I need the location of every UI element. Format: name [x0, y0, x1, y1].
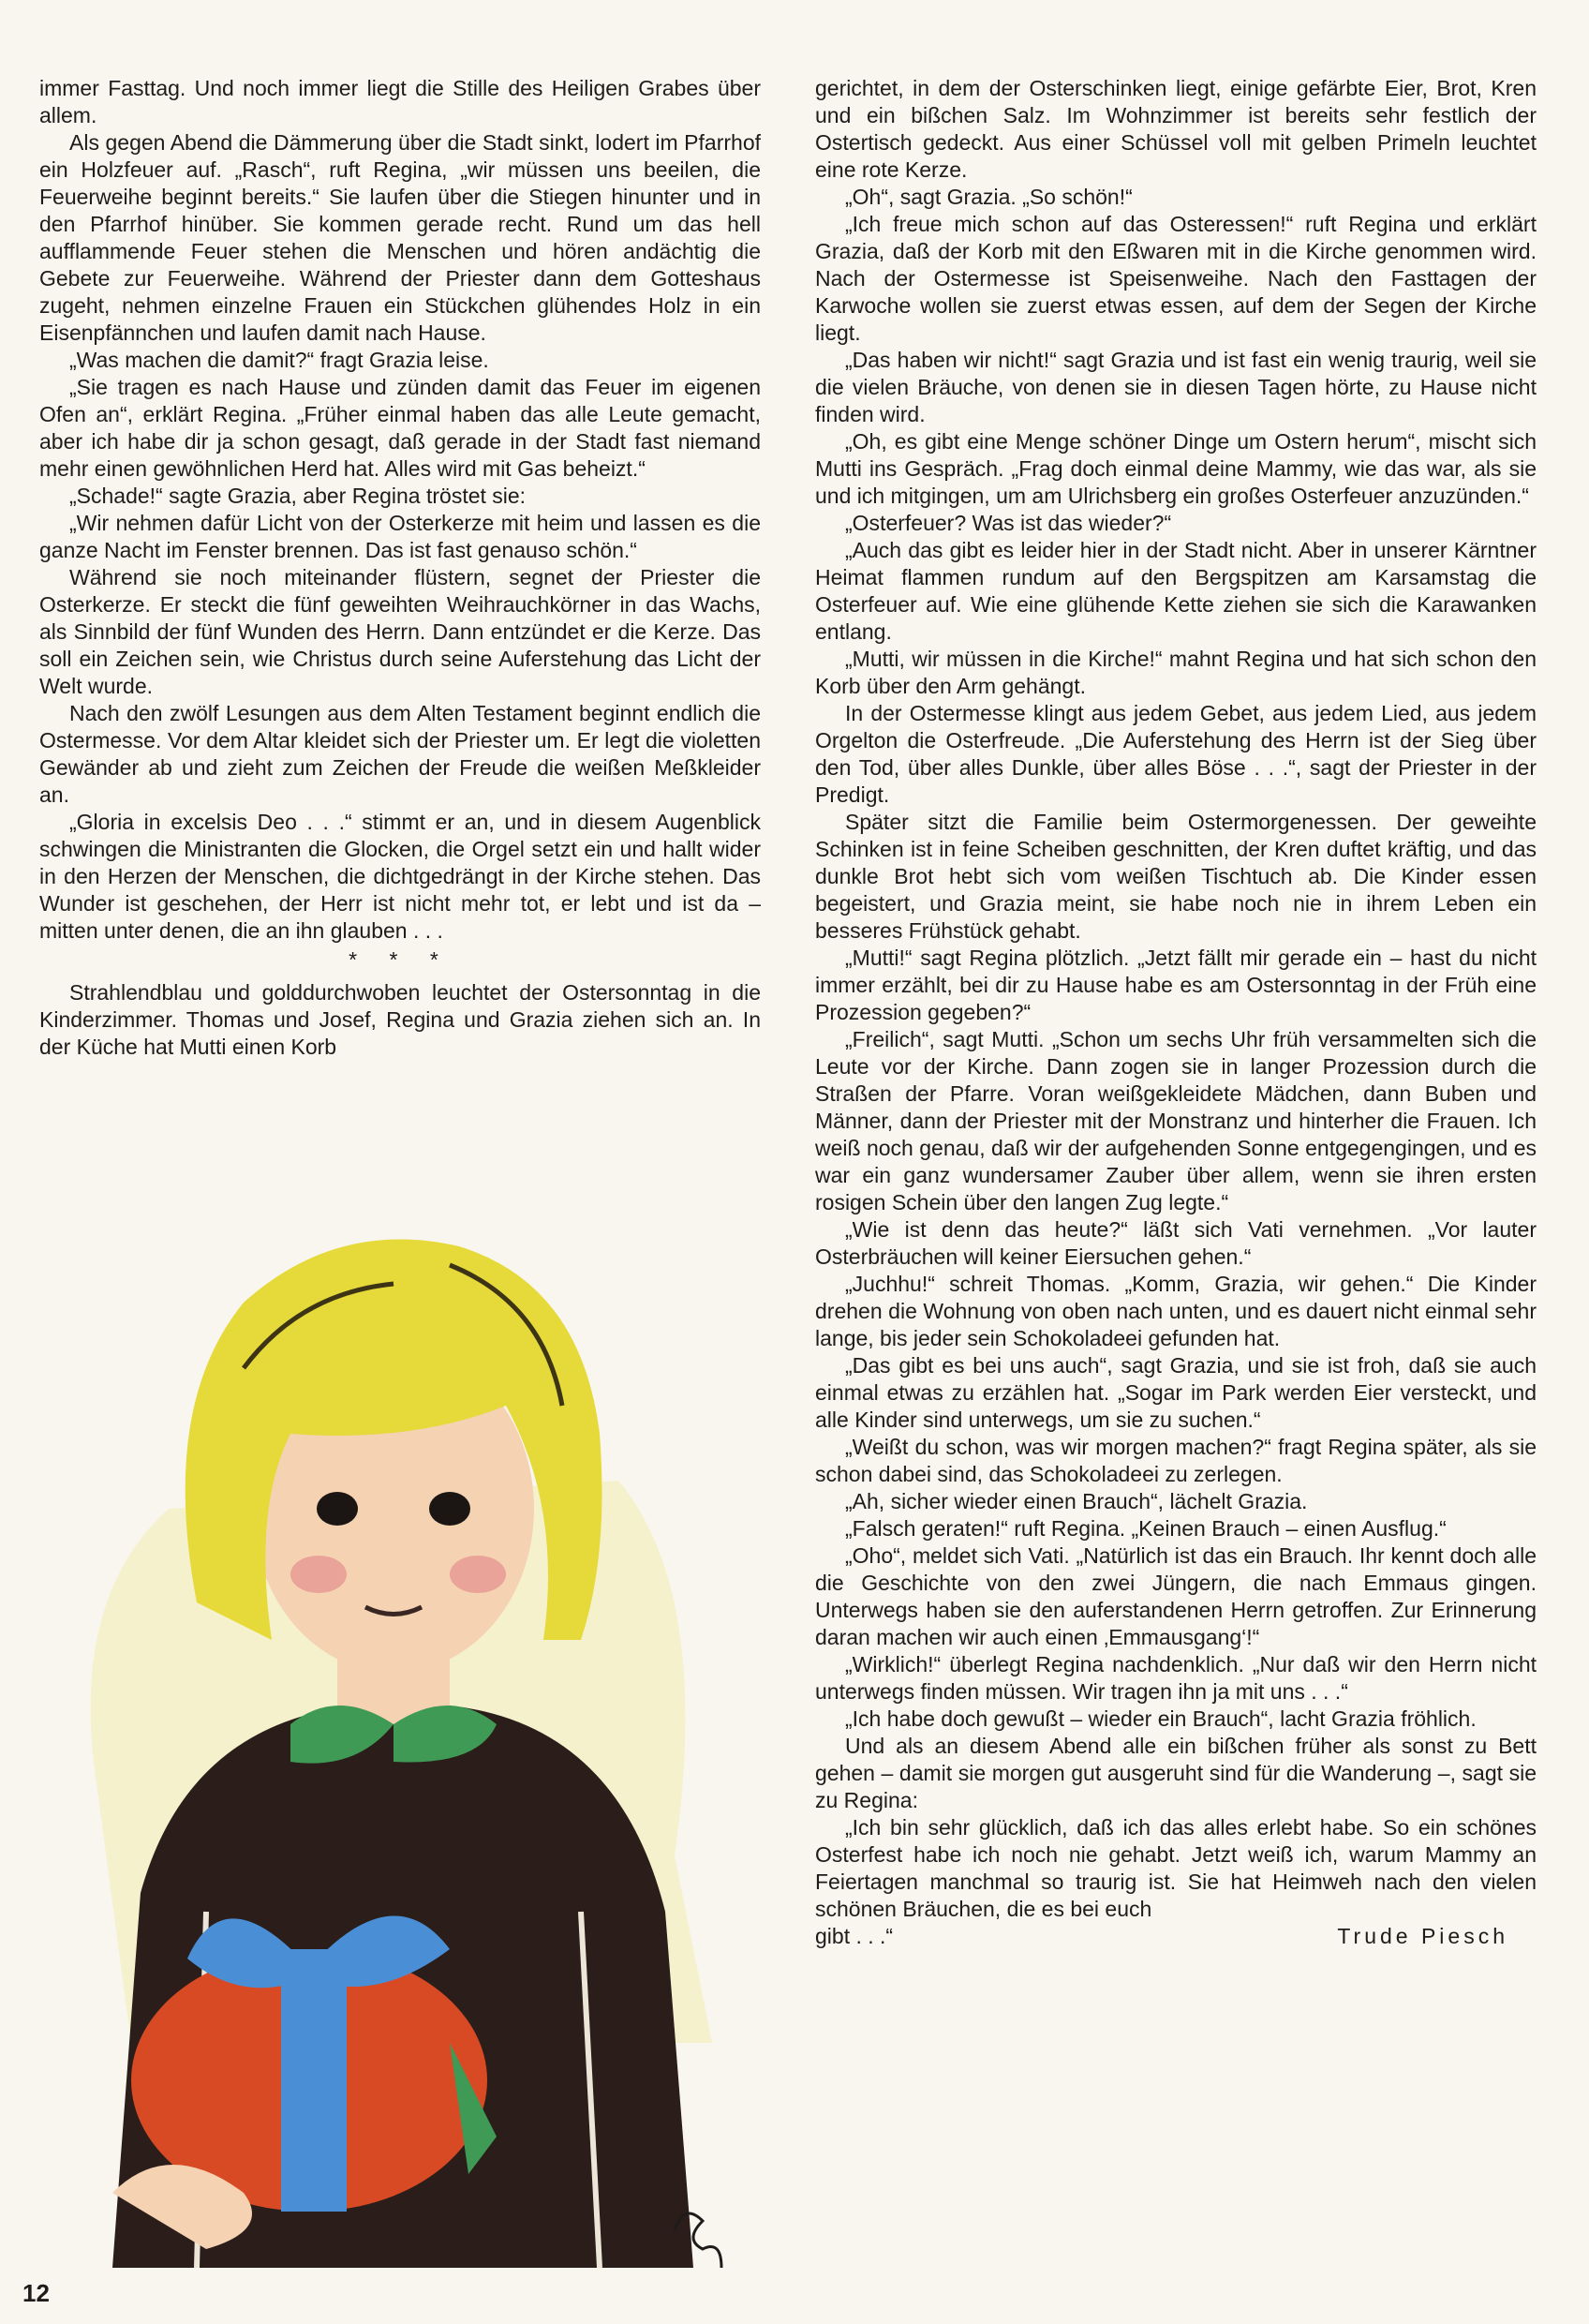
paragraph: Als gegen Abend die Dämmerung über die Stadt sinkt, lodert im Pfarrhof ein Holzfeuer auf. „Rasch“, ruft Regina, „wir müssen uns beeilen, die Feuerweihe beginnt bereits.“ Sie laufen über die Stiegen hinunter und in den Pfarrhof hinüber. Sie kommen gerade recht. Rund um das hell aufflammende Feuer stehen die Menschen und hören andächtig die Gebete zur Feuerweihe. Während der Priester dann dem Gotteshaus zugeht, nehmen einzelne Frauen ein Stückchen glühendes Holz in ein Eisenpfännchen und laufen damit nach Hause.	[39, 130, 761, 345]
paragraph: „Oh“, sagt Grazia. „So schön!“	[845, 185, 1133, 209]
paragraph: gerichtet, in dem der Osterschinken liegt, einige gefärbte Eier, Brot, Kren und ein bißchen Salz. Im Wohnzimmer ist bereits sehr festlich der Ostertisch gedeckt. Aus einer Schüssel voll mit gelben Primeln leuchtet eine rote Kerze.	[815, 76, 1537, 182]
paragraph: „Mutti, wir müssen in die Kirche!“ mahnt Regina und hat sich schon den Korb über den Arm gehängt.	[815, 647, 1537, 698]
paragraph: Während sie noch miteinander flüstern, segnet der Priester die Osterkerze. Er steckt die fünf geweihten Weihrauchkörner in das Wachs, als Sinnbild der fünf Wunden des Herrn. Dann entzündet er die Kerze. Das soll ein Zeichen sein, wie Christus durch seine Auferstehung das Licht der Welt wurde.	[39, 565, 761, 698]
paragraph: „Falsch geraten!“ ruft Regina. „Keinen Brauch – einen Ausflug.“	[845, 1516, 1447, 1541]
paragraph: Und als an diesem Abend alle ein bißchen früher als sonst zu Bett gehen – damit sie morgen gut ausgeruht sind für die Wanderung –, sagt sie zu Regina:	[815, 1734, 1537, 1812]
paragraph: „Das haben wir nicht!“ sagt Grazia und ist fast ein wenig traurig, weil sie die vielen Bräuche, von denen sie in diesen Tagen hörte, zu Hause nicht finden wird.	[815, 348, 1537, 426]
page-number: 12	[22, 2279, 50, 2307]
author-name: Trude Piesch	[1337, 1924, 1508, 1948]
paragraph: „Ich bin sehr glücklich, daß ich das alles erlebt habe. So ein schönes Osterfest habe ich noch nie gehabt. Jetzt weiß ich, warum Mammy an Feiertagen manchmal so traurig ist. Sie hat Heimweh nach den vielen schönen Bräuchen, die es bei euch	[815, 1815, 1537, 1921]
paragraph: Strahlendblau und golddurchwoben leuchtet der Ostersonntag in die Kinderzimmer. Thomas und Josef, Regina und Grazia ziehen sich an. In der Küche hat Mutti einen Korb	[39, 980, 761, 1059]
paragraph: „Juchhu!“ schreit Thomas. „Komm, Grazia, wir gehen.“ Die Kinder drehen die Wohnung von oben nach unten, und es dauert nicht einmal sehr lange, bis jeder sein Schokoladeei gefunden hat.	[815, 1272, 1537, 1350]
paragraph: Nach den zwölf Lesungen aus dem Alten Testament beginnt endlich die Ostermesse. Vor dem Altar kleidet sich der Priester um. Er legt die violetten Gewänder ab und zieht zum Zeichen der Freude die weißen Meßkleider an.	[39, 701, 761, 807]
paragraph: „Auch das gibt es leider hier in der Stadt nicht. Aber in unserer Kärntner Heimat flammen rundum auf den Bergspitzen am Karsamstag die Osterfeuer auf. Wie eine glühende Kette ziehen sie sich die Karawanken entlang.	[815, 538, 1537, 644]
paragraph: „Schade!“ sagte Grazia, aber Regina tröstet sie:	[69, 484, 527, 508]
paragraph: „Oho“, meldet sich Vati. „Natürlich ist das ein Brauch. Ihr kennt doch alle die Geschichte von den zwei Jüngern, die nach Emmaus gingen. Unterwegs haben sie den auferstandenen Herrn getroffen. Zur Erinnerung daran machen wir auch einen ‚Emmausgang‘!“	[815, 1543, 1537, 1649]
paragraph: „Wie ist denn das heute?“ läßt sich Vati vernehmen. „Vor lauter Osterbräuchen will keiner Eiersuchen gehen.“	[815, 1217, 1537, 1269]
paragraph: „Ah, sicher wieder einen Brauch“, lächelt Grazia.	[845, 1489, 1308, 1513]
right-column	[815, 75, 1537, 1950]
paragraph: immer Fasttag. Und noch immer liegt die Stille des Heiligen Grabes über allem.	[39, 76, 761, 127]
paragraph: „Osterfeuer? Was ist das wieder?“	[845, 511, 1172, 535]
paragraph: „Wir nehmen dafür Licht von der Osterkerze mit heim und lassen es die ganze Nacht im Fenster brennen. Das ist fast genauso schön.“	[39, 511, 761, 562]
left-column	[39, 75, 761, 1061]
paragraph: „Sie tragen es nach Hause und zünden damit das Feuer im eigenen Ofen an“, erklärt Regina. „Früher einmal haben das alle Leute gemacht, aber ich habe dir ja schon gesagt, daß gerade in der Stadt fast niemand mehr einen gewöhnlichen Herd hat. Alles wird mit Gas beheizt.“	[39, 375, 761, 481]
paragraph: Später sitzt die Familie beim Ostermorgenessen. Der geweihte Schinken ist in feine Scheiben geschnitten, der Kren duftet kräftig, und das dunkle Brot hebt sich vom weißen Tischtuch ab. Die Kinder essen begeistert, und Grazia meint, sie habe noch nie in ihrem Leben ein besseres Frühstück gehabt.	[815, 810, 1537, 943]
paragraph: „Gloria in excelsis Deo . . .“ stimmt er an, und in diesem Augenblick schwingen die Ministranten die Glocken, die Orgel setzt ein und hallt wider in den Herzen der Menschen, die dichtgedrängt in der Kirche stehen. Das Wunder ist geschehen, der Herr ist nicht mehr tot, er lebt und ist da – mitten unter denen, die an ihn glauben . . .	[39, 810, 761, 943]
section-divider-stars: * * *	[349, 947, 452, 972]
closing-text: gibt . . .“	[815, 1924, 894, 1948]
paragraph: „Oh, es gibt eine Menge schöner Dinge um Ostern herum“, mischt sich Mutti ins Gespräch. „Frag doch einmal deine Mammy, wie das war, als sie und ich mitgingen, um am Ulrichsberg ein großes Osterfeuer anzuzünden.“	[815, 429, 1537, 508]
paragraph: „Ich freue mich schon auf das Osteressen!“ ruft Regina und erklärt Grazia, daß der Korb mit den Eßwaren mit in die Kirche genommen wird. Nach der Ostermesse ist Speisenweihe. Nach den Fasttagen der Karwoche wollen sie zuerst etwas essen, auf dem der Segen der Kirche liegt.	[815, 212, 1537, 345]
closing-line	[815, 1923, 1537, 1950]
paragraph: „Mutti!“ sagt Regina plötzlich. „Jetzt fällt mir gerade ein – hast du nicht immer erzählt, bei dir zu Hause habe es am Ostersonntag in der Früh eine Prozession gegeben?“	[815, 946, 1537, 1024]
paragraph: In der Ostermesse klingt aus jedem Gebet, aus jedem Lied, aus jedem Orgelton die Osterfreude. „Die Auferstehung des Herrn ist der Sieg über den Tod, über alles Dunkle, über alles Böse . . .“, sagt der Priester in der Predigt.	[815, 701, 1537, 807]
paragraph: „Freilich“, sagt Mutti. „Schon um sechs Uhr früh versammelten sich die Leute vor der Kirche. Dann zogen sie in langer Prozession durch die Straßen der Pfarre. Voran weißgekleidete Mädchen, dann Buben und Männer, dann der Priester mit der Monstranz und hinterher die Frauen. Ich weiß noch genau, daß wir der aufgehenden Sonne entgegengingen, und es war ein ganz wundersamer Zauber über allem, wenn sie ihren ersten rosigen Schein über den langen Zug legte.“	[815, 1027, 1537, 1214]
paragraph: „Wirklich!“ überlegt Regina nachdenklich. „Nur daß wir den Herrn nicht unterwegs finden müssen. Wir tragen ihn ja mit uns . . .“	[815, 1652, 1537, 1704]
paragraph: „Weißt du schon, was wir morgen machen?“ fragt Regina später, als sie schon dabei sind, das Schokoladeei zu zerlegen.	[815, 1435, 1537, 1486]
paragraph: „Ich habe doch gewußt – wieder ein Brauch“, lacht Grazia fröhlich.	[845, 1706, 1477, 1731]
girl-with-easter-gift-icon	[56, 1199, 768, 2287]
paragraph: „Das gibt es bei uns auch“, sagt Grazia, und sie ist froh, daß sie auch einmal etwas zu erzählen hat. „Sogar im Park werden Eier versteckt, und alle Kinder sind unterwegs, um sie zu suchen.“	[815, 1353, 1537, 1432]
paragraph: „Was machen die damit?“ fragt Grazia leise.	[69, 348, 489, 372]
girl-with-easter-gift-illustration	[56, 1199, 768, 2287]
